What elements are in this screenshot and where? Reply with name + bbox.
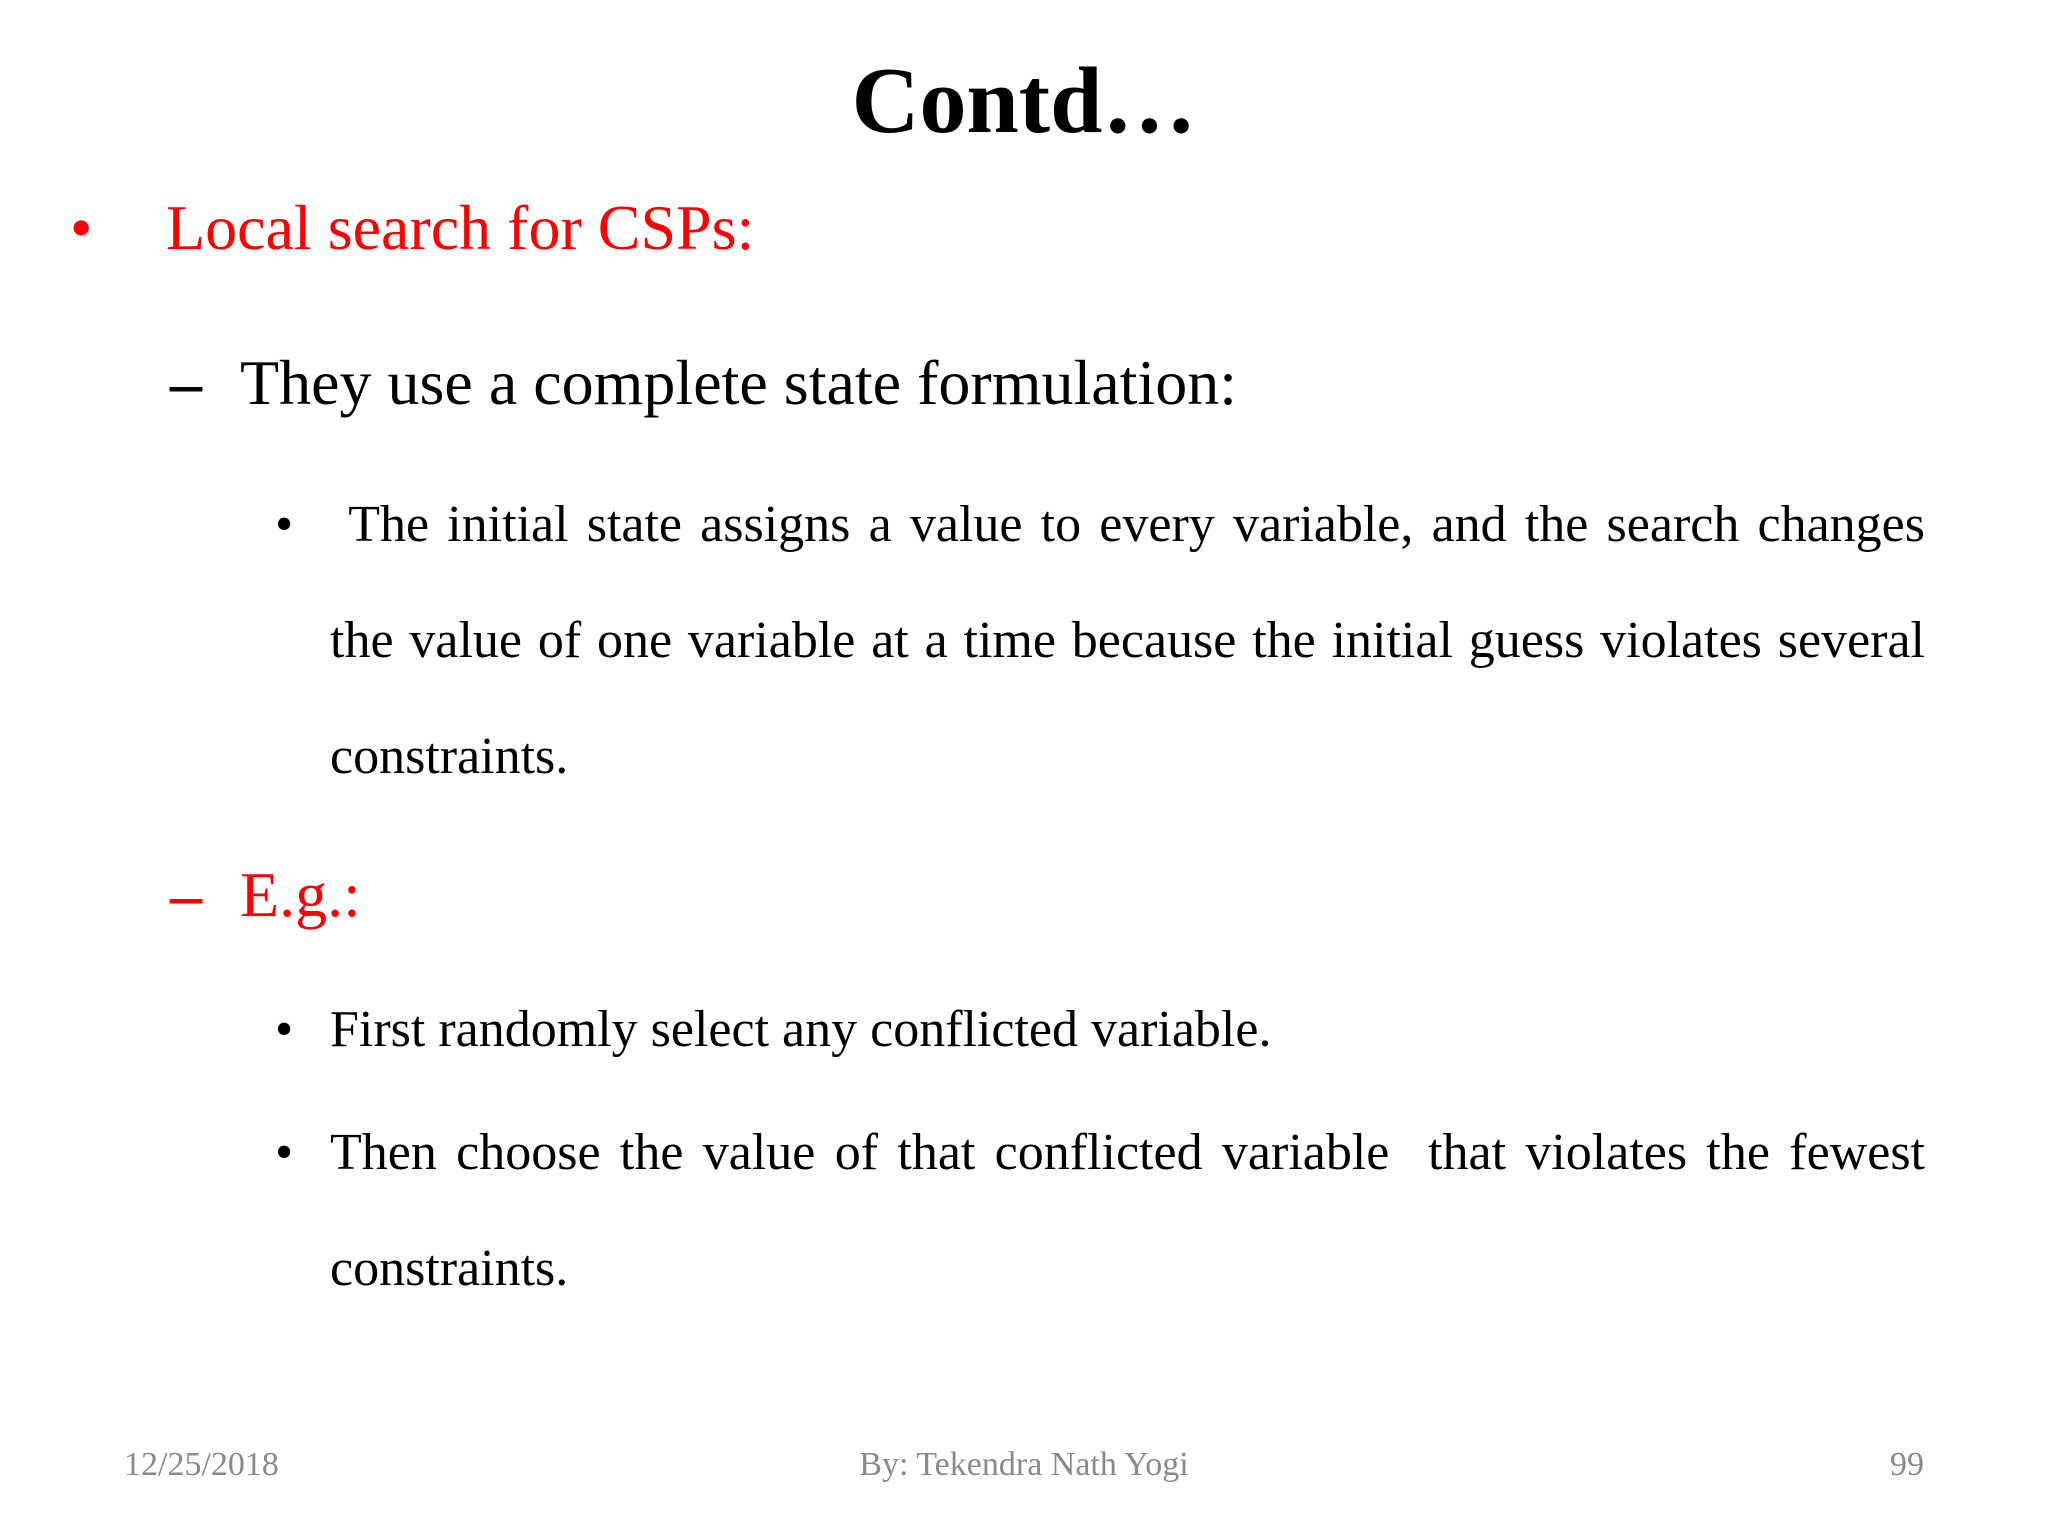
sub-bullet-select-variable: [275, 972, 1925, 1088]
section-heading-formulation: [170, 345, 1237, 422]
main-bullet-symbol: •: [70, 192, 93, 263]
sub-bullet-choose-value: [275, 1095, 1938, 1327]
main-bullet-text: Local search for CSPs:: [166, 192, 755, 263]
footer-author: By: Tekendra Nath Yogi: [859, 1446, 1189, 1483]
footer-date: 12/25/2018: [124, 1446, 279, 1483]
sub-bullet-initial-state: [275, 467, 1938, 815]
dash-symbol: –: [170, 859, 202, 930]
sub-bullet-symbol: •: [275, 1124, 294, 1181]
section-heading-text: They use a complete state formulation:: [240, 347, 1237, 418]
section-heading-text: E.g.:: [240, 859, 361, 930]
sub-bullet-text: First randomly select any conflicted variable.: [330, 1001, 1272, 1058]
sub-bullet-symbol: •: [275, 496, 294, 553]
slide-title: Contd…: [851, 49, 1197, 153]
dash-symbol: –: [170, 347, 202, 418]
sub-bullet-symbol: •: [275, 1001, 294, 1058]
footer-page-number: 99: [1890, 1446, 1924, 1483]
sub-bullet-text: The initial state assigns a value to every variable, and the search changes the value of one variable at a time because the initial guess violates several constraints.: [330, 496, 1938, 785]
section-heading-example: [170, 857, 361, 934]
sub-bullet-text: Then choose the value of that conflicted variable that violates the fewest constraints.: [330, 1124, 1938, 1297]
